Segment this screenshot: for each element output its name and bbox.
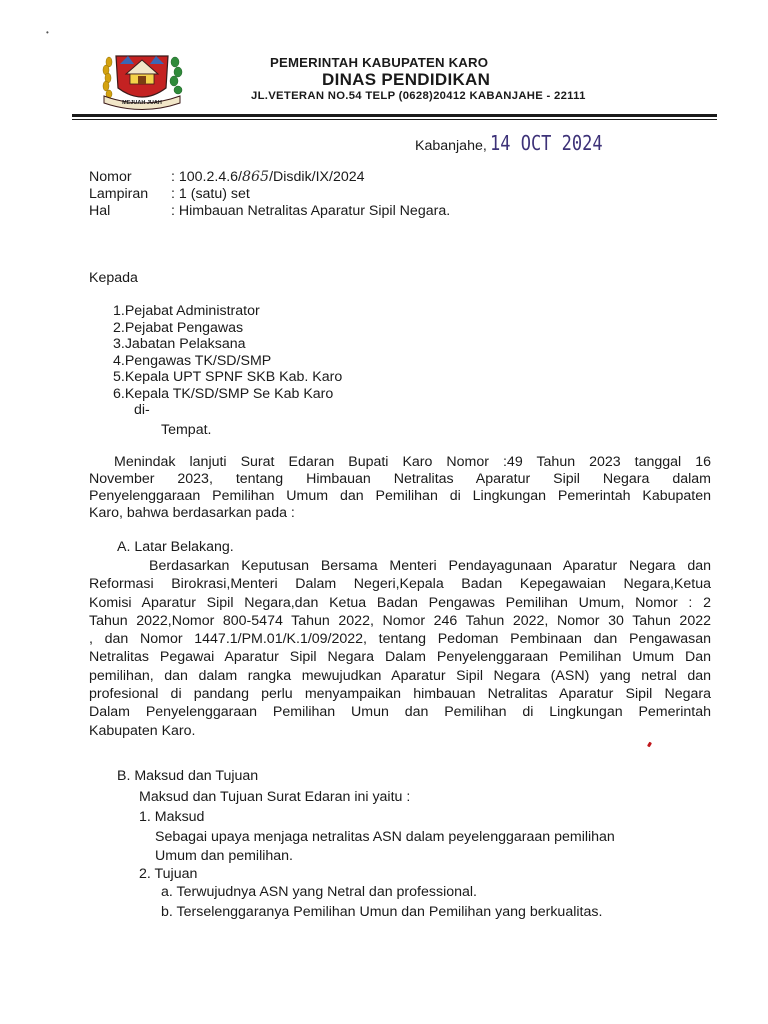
tempat-label: Tempat. (161, 422, 212, 438)
list-item: 2.Pejabat Pengawas (113, 319, 244, 336)
list-item: 1.Pejabat Administrator (113, 303, 260, 319)
nomor-value-prefix: : 100.2.4.6/ (171, 169, 242, 185)
nomor-value (171, 169, 365, 185)
agency-name: DINAS PENDIDIKAN (322, 70, 491, 89)
paragraph-line: Dalam Penyelenggaraan Pemilihan Umun dan Pemilihan di Lingkungan Pemerintah (89, 704, 711, 721)
tujuan-item: b. Terselenggaranya Pemilihan Umun dan Pemilihan yang berkualitas. (161, 904, 603, 920)
paragraph-line: Tahun 2022,Nomor 800-5474 Tahun 2022, Nomor 246 Tahun 2022, Nomor 30 Tahun 2022 (89, 612, 711, 629)
scan-speck: • (46, 28, 49, 37)
kepada-label: Kepada (89, 270, 138, 286)
section-a-paragraph (89, 557, 711, 740)
section-a-title: A. Latar Belakang. (117, 539, 234, 555)
list-item: 4.Pengawas TK/SD/SMP (113, 352, 272, 369)
paragraph-line: Reformasi Birokrasi,Menteri Dalam Negeri,Kepala Badan Kepegawaian Negara,Ketua (89, 576, 711, 593)
government-name: PEMERINTAH KABUPATEN KARO (270, 55, 489, 70)
kabupaten-karo-logo (100, 48, 184, 110)
paragraph-line: , dan Nomor 1447.1/PM.01/K.1/09/2022, tentang Pedoman Pembinaan dan Pengawasan (89, 631, 711, 648)
lampiran-label: Lampiran (89, 186, 149, 202)
lampiran-value: : 1 (satu) set (171, 186, 250, 202)
date-stamp: 14 OCT 2024 (490, 131, 603, 155)
nomor-value-suffix: /Disdik/IX/2024 (269, 169, 365, 185)
nomor-label: Nomor (89, 169, 132, 185)
paragraph-line: Karo, bahwa berdasarkan pada : (89, 505, 295, 522)
list-item: 5.Kepala UPT SPNF SKB Kab. Karo (113, 369, 343, 386)
recipient-list (113, 303, 342, 403)
date-place: Kabanjahe, (415, 138, 487, 154)
paragraph-line: November 2023, tentang Himbauan Netralitas Aparatur Sipil Negara dalam (89, 471, 711, 488)
paragraph-line: pemilihan, dan dalam rangka mewujudkan Aparatur Sipil Negara (ASN) yang netral dan (89, 667, 711, 684)
letterhead-rule-thin (72, 119, 717, 120)
paragraph-line: Penyelenggaraan Pemilihan Umum dan Pemilihan di Lingkungan Pemerintah Kabupaten (89, 488, 711, 505)
di-label: di- (134, 402, 150, 418)
hal-label: Hal (89, 203, 111, 219)
maksud-text-line: Umum dan pemilihan. (155, 848, 293, 864)
svg-text:MEJUAH JUAH: MEJUAH JUAH (122, 100, 162, 106)
letterhead-rule-thick (72, 114, 717, 117)
paragraph-line: Berdasarkan Keputusan Bersama Menteri Pendayagunaan Aparatur Negara dan (149, 558, 711, 574)
section-b-title: B. Maksud dan Tujuan (117, 768, 259, 784)
hal-value: : Himbauan Netralitas Aparatur Sipil Negara. (171, 203, 451, 219)
paragraph-line: Komisi Aparatur Sipil Negara,dan Ketua Badan Pengawas Pemilihan Umum, Nomor : 2 (89, 594, 711, 611)
tujuan-item: a. Terwujudnya ASN yang Netral dan professional. (161, 884, 477, 900)
opening-paragraph (89, 454, 711, 522)
nomor-handwritten: 865 (242, 169, 270, 185)
maksud-text-line: Sebagai upaya menjaga netralitas ASN dalam peyelenggaraan pemilihan (155, 829, 615, 845)
paragraph-line: Menindak lanjuti Surat Edaran Bupati Karo Nomor :49 Tahun 2023 tanggal 16 (114, 454, 711, 470)
red-ink-mark (647, 742, 652, 748)
agency-address: JL.VETERAN NO.54 TELP (0628)20412 KABANJAHE - 22111 (251, 90, 586, 102)
paragraph-line: profesional di pandang perlu menyampaikan himbauan Netralitas Aparatur Sipil Negara (89, 686, 711, 703)
maksud-title: 1. Maksud (139, 809, 205, 825)
list-item: 6.Kepala TK/SD/SMP Se Kab Karo (113, 385, 334, 402)
list-item: 3.Jabatan Pelaksana (113, 336, 246, 353)
section-b-intro: Maksud dan Tujuan Surat Edaran ini yaitu : (139, 789, 411, 805)
tujuan-title: 2. Tujuan (139, 866, 198, 882)
paragraph-line: Kabupaten Karo. (89, 722, 196, 739)
paragraph-line: Netralitas Pegawai Aparatur Sipil Negara Dalam Penyelenggaraan Pemilihan Umum Dan (89, 649, 711, 666)
